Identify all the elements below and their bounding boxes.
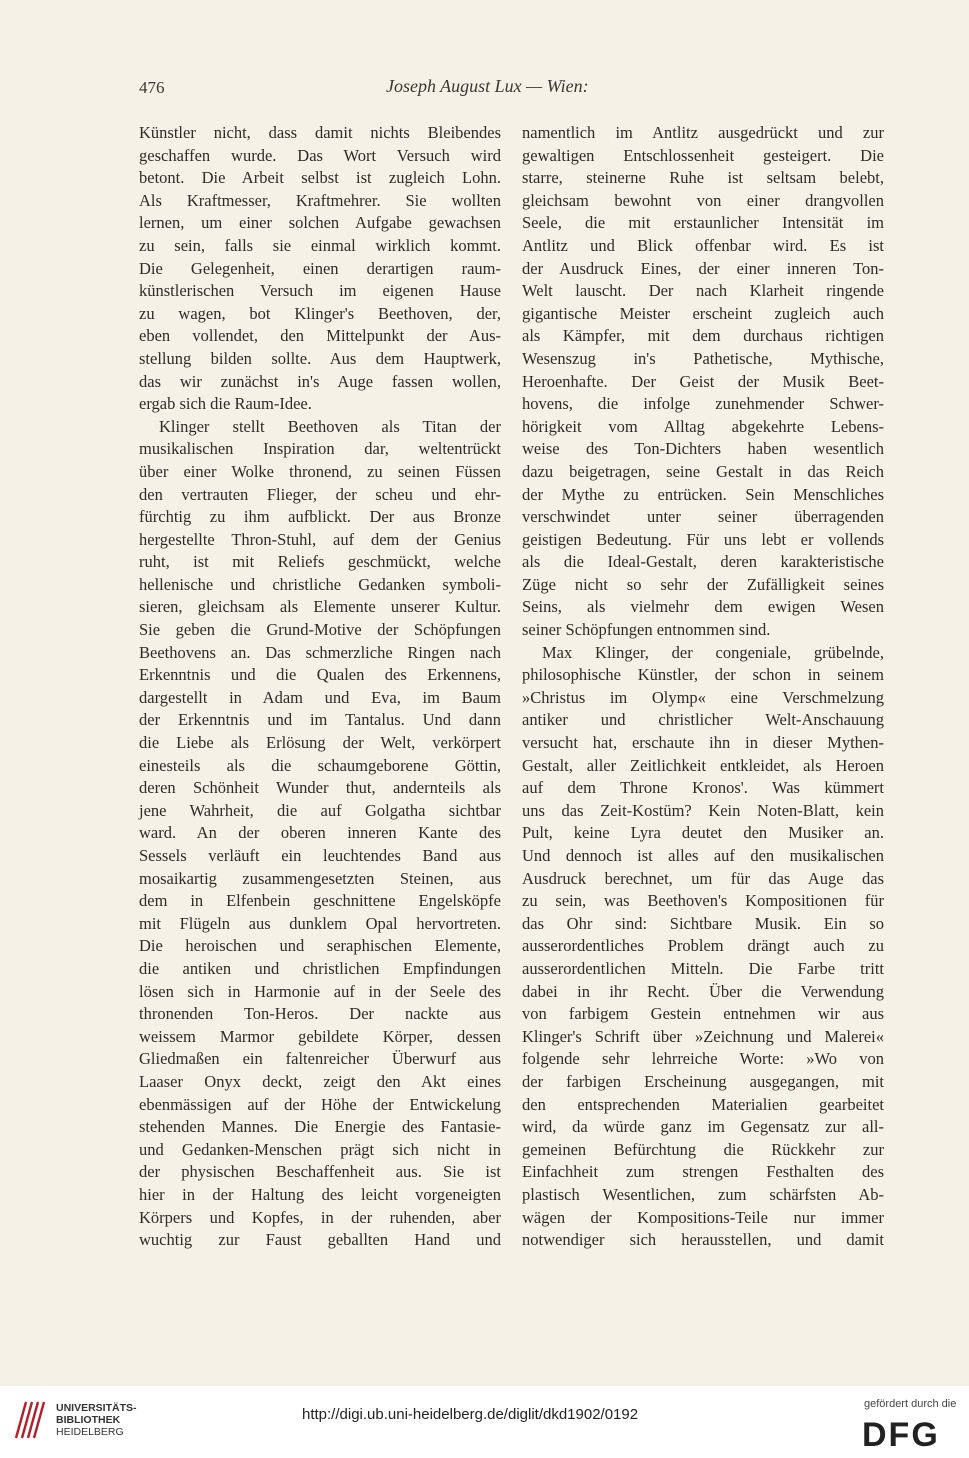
text-line: gemeinen Befürchtung die Rückkehr zur	[522, 1139, 884, 1159]
text-line: ruht, ist mit Reliefs geschmückt, welche	[139, 552, 501, 572]
library-line: BIBLIOTHEK	[56, 1414, 121, 1426]
right-column	[522, 122, 884, 1252]
library-line: HEIDELBERG	[56, 1426, 124, 1438]
text-line: Und dennoch ist alles auf den musikalischen	[522, 846, 884, 865]
text-line: ausserordentliches Problem drängt auch zu	[522, 936, 884, 956]
text-line: zu wagen, bot Klinger's Beethoven, der,	[139, 303, 501, 323]
text-line: als die Ideal-Gestalt, deren karakteristische	[522, 552, 884, 572]
text-line: gewaltigen Entschlossenheit gesteigert. Die	[522, 145, 884, 165]
text-line: und Gedanken-Menschen prägt sich nicht in	[139, 1139, 501, 1159]
funding-label: gefördert durch die	[864, 1398, 957, 1410]
text-line: über einer Wolke thronend, zu seinen Füssen	[139, 461, 501, 481]
text-line: lernen, um einer solchen Aufgabe gewachsen	[139, 213, 501, 233]
text-line: Einfachheit zum strengen Festhalten des	[522, 1162, 884, 1182]
text-line: hovens, die infolge zunehmender Schwer-	[522, 394, 884, 414]
library-line: UNIVERSITÄTS-	[56, 1402, 137, 1414]
text-line: Laaser Onyx deckt, zeigt den Akt eines	[139, 1071, 501, 1091]
text-line: das Ohr sind: Sichtbare Musik. Ein so	[522, 913, 884, 933]
text-line: die antiken und christlichen Empfindungen	[139, 958, 501, 978]
text-line: wägen der Kompositions-Teile nur immer	[522, 1207, 884, 1227]
university-library-name	[56, 1402, 137, 1438]
text-line: der physischen Beschaffenheit aus. Sie ist	[139, 1162, 501, 1182]
text-line: fürchtig zu ihm aufblickt. Der aus Bronze	[139, 507, 501, 527]
text-line: deren Schönheit Wunder thut, andernteils als	[139, 778, 501, 798]
text-line: den entsprechenden Materialien gearbeitet	[522, 1094, 884, 1114]
text-line: von farbigem Gestein entnehmen wir aus	[522, 1004, 884, 1024]
text-line: folgende sehr lehrreiche Worte: »Wo von	[522, 1049, 884, 1069]
text-line: verschwindet unter seiner überragenden	[522, 507, 884, 527]
text-line: der Ausdruck Eines, der einer inneren Ton-	[522, 258, 884, 278]
text-line: philosophische Künstler, der schon in seinem	[522, 665, 884, 685]
text-line: gleichsam bewohnt von einer drangvollen	[522, 190, 884, 210]
text-line: ward. An der oberen inneren Kante des	[139, 823, 501, 843]
text-line: weissem Marmor gebildete Körper, dessen	[139, 1026, 501, 1046]
text-line: lösen sich in Harmonie auf in der Seele des	[139, 981, 501, 1001]
text-line: Sie geben die Grund-Motive der Schöpfungen	[139, 620, 501, 640]
text-line: wuchtig zur Faust geballten Hand und	[139, 1230, 501, 1250]
text-line: Heroenhafte. Der Geist der Musik Beet-	[522, 371, 884, 391]
text-line: Max Klinger, der congeniale, grübelnde,	[542, 642, 884, 662]
text-line: als Kämpfer, mit dem durchaus richtigen	[522, 326, 884, 346]
text-line: Als Kraftmesser, Kraftmehrer. Sie wollten	[139, 190, 501, 210]
text-line: ebenmässigen auf der Höhe der Entwickelung	[139, 1094, 501, 1114]
text-line: der farbigen Erscheinung ausgegangen, mit	[522, 1071, 884, 1091]
text-line: Die heroischen und seraphischen Elemente,	[139, 936, 501, 956]
text-line: hörigkeit vom Alltag abgekehrte Lebens-	[522, 416, 884, 436]
text-line: stellung bilden sollte. Aus dem Hauptwerk,	[139, 348, 501, 368]
text-line: weise des Ton-Dichters haben wesentlich	[522, 439, 884, 459]
text-line: Körpers und Kopfes, in der ruhenden, aber	[139, 1207, 501, 1227]
text-line: Züge nicht so sehr der Zufälligkeit seines	[522, 574, 884, 594]
text-line: dem in Elfenbein geschnittene Engelsköpfe	[139, 891, 501, 911]
text-line: versucht hat, erschaute ihn in dieser Mythen-	[522, 733, 884, 753]
text-line: dabei in ihr Recht. Über die Verwendung	[522, 981, 884, 1001]
running-head: Joseph August Lux — Wien:	[386, 76, 589, 96]
text-line: den vertrauten Flieger, der scheu und ehr-	[139, 484, 501, 504]
text-line: einesteils als die schaumgeborene Göttin,	[139, 755, 501, 775]
text-line: Künstler nicht, dass damit nichts Bleibendes	[139, 123, 501, 142]
source-url-link[interactable]: http://digi.ub.uni-heidelberg.de/diglit/dkd1902/0192	[302, 1406, 639, 1423]
text-line: Erkenntnis und die Qualen des Erkennens,	[139, 665, 501, 685]
text-line: »Christus im Olymp« eine Verschmelzung	[522, 687, 884, 707]
text-line: geistigen Bedeutung. Für uns lebt er vollends	[522, 529, 884, 549]
text-line: plastisch Wesentlichen, zum schärfsten Ab-	[522, 1184, 884, 1204]
text-line: wird, da würde ganz im Gegensatz zur all-	[522, 1117, 884, 1137]
text-line: dazu beigetragen, seine Gestalt in das Reich	[522, 461, 884, 481]
text-line: der Mythe zu entrücken. Sein Menschliches	[522, 484, 884, 504]
page-number: 476	[139, 78, 165, 97]
text-line: antiker und christlicher Welt-Anschauung	[522, 710, 884, 730]
text-line: Klinger's Schrift über »Zeichnung und Malerei«	[522, 1026, 884, 1046]
text-line: zu sein, was Beethoven's Kompositionen für	[522, 891, 884, 911]
text-line: auf dem Throne Kronos'. Was kümmert	[522, 778, 884, 798]
text-line: stehenden Mannes. Die Energie des Fantasie-	[139, 1117, 501, 1137]
text-line: thronenden Ton-Heros. Der nackte aus	[139, 1004, 501, 1024]
footer-bar	[0, 1386, 969, 1458]
text-line: Sessels verläuft ein leuchtendes Band aus	[139, 846, 501, 865]
text-line: starre, steinerne Ruhe ist seltsam belebt,	[522, 168, 884, 188]
text-line: Gliedmaßen ein faltenreicher Überwurf aus	[139, 1049, 501, 1069]
text-line: die Liebe als Erlösung der Welt, verkörpert	[139, 733, 501, 753]
text-line: ergab sich die Raum-Idee.	[139, 394, 312, 414]
text-line: geschaffen wurde. Das Wort Versuch wird	[139, 145, 501, 165]
university-library-logo-icon	[12, 1398, 50, 1442]
text-line: Wesenszug in's Pathetische, Mythische,	[522, 348, 884, 368]
text-line: notwendiger sich herausstellen, und damit	[522, 1230, 884, 1250]
text-line: hellenische und christliche Gedanken symboli-	[139, 574, 501, 594]
text-line: uns das Zeit-Kostüm? Kein Noten-Blatt, kein	[522, 800, 884, 820]
text-line: Ausdruck berechnet, um für das Auge das	[522, 868, 884, 888]
text-line: betont. Die Arbeit selbst ist zugleich Lohn.	[139, 168, 501, 188]
text-line: namentlich im Antlitz ausgedrückt und zur	[522, 123, 884, 142]
text-line: Pult, keine Lyra deutet den Musiker an.	[522, 823, 884, 843]
text-line: musikalischen Inspiration dar, weltentrückt	[139, 439, 501, 459]
text-line: künstlerischen Versuch im eigenen Hause	[139, 281, 501, 301]
left-column	[139, 122, 501, 1252]
text-line: Antlitz und Blick offenbar wird. Es ist	[522, 235, 884, 255]
text-line: Welt lauscht. Der nach Klarheit ringende	[522, 281, 884, 301]
text-line: Die Gelegenheit, einen derartigen raum-	[139, 258, 501, 278]
text-line: gigantische Meister erscheint zugleich auch	[522, 303, 884, 323]
text-line: zu sein, falls sie einmal wirklich kommt.	[139, 235, 501, 255]
text-line: mit Flügeln aus dunklem Opal hervortreten.	[139, 913, 501, 933]
text-line: das wir zunächst in's Auge fassen wollen,	[139, 371, 501, 391]
text-line: Klinger stellt Beethoven als Titan der	[159, 416, 501, 436]
text-line: eben vollendet, den Mittelpunkt der Aus-	[139, 326, 501, 346]
text-line: Gestalt, aller Zeitlichkeit entkleidet, als Heroen	[522, 755, 884, 775]
text-line: dargestellt in Adam und Eva, im Baum	[139, 687, 501, 707]
text-line: hier in der Haltung des leicht vorgeneigten	[139, 1184, 501, 1204]
text-line: mosaikartig zusammengesetzten Steinen, aus	[139, 868, 501, 888]
text-line: jene Wahrheit, die auf Golgatha sichtbar	[139, 800, 501, 820]
text-line: Beethovens an. Das schmerzliche Ringen nach	[139, 642, 501, 662]
text-line: Seins, als vielmehr dem ewigen Wesen	[522, 597, 884, 617]
text-line: der Erkenntnis und im Tantalus. Und dann	[139, 710, 501, 730]
text-line: seiner Schöpfungen entnommen sind.	[522, 620, 771, 640]
text-line: sieren, gleichsam als Elemente unserer Kultur.	[139, 597, 501, 617]
text-line: hergestellte Thron-Stuhl, auf dem der Genius	[139, 529, 501, 549]
text-line: Seele, die mit erstaunlicher Intensität im	[522, 213, 884, 233]
dfg-logo: DFG	[862, 1416, 940, 1454]
text-line: ausserordentlichen Mitteln. Die Farbe tritt	[522, 958, 884, 978]
